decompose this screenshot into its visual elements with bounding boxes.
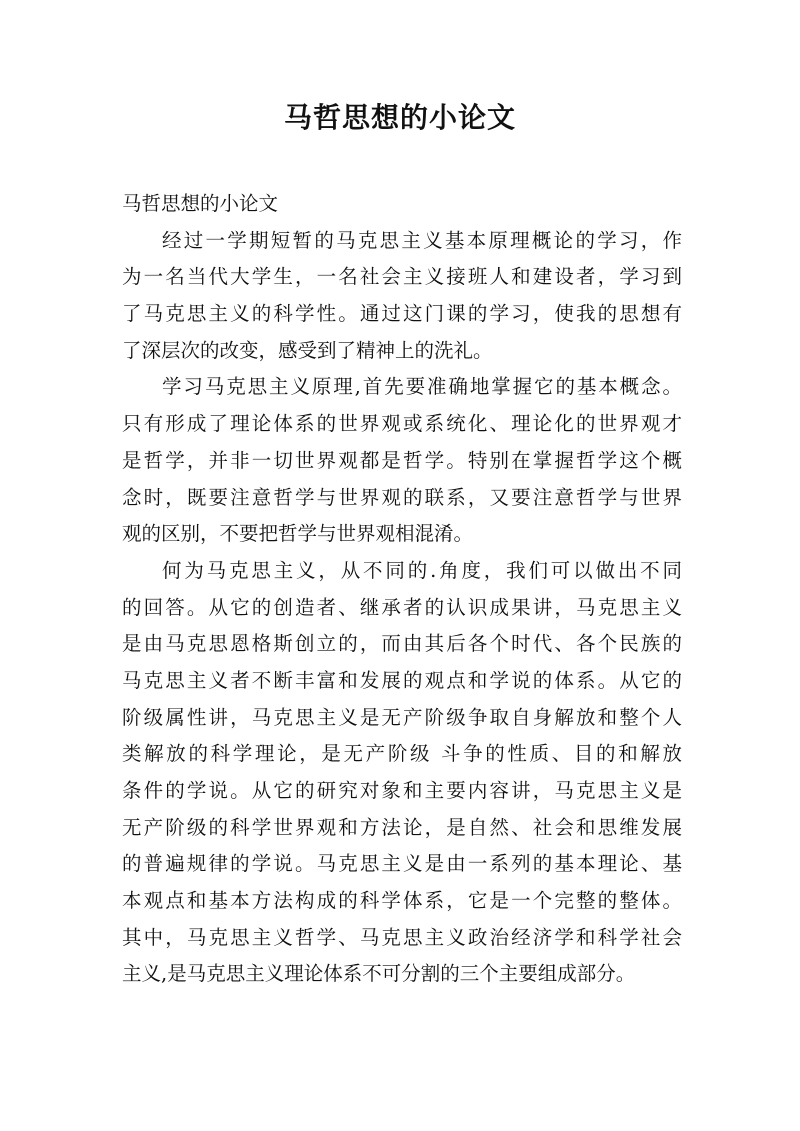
text-line: 是哲学，并非一切世界观都是哲学。特别在掌握哲学这个概: [122, 448, 682, 472]
document-body: [122, 186, 682, 993]
text-line: 只有形成了理论体系的世界观或系统化、理论化的世界观才: [122, 412, 682, 436]
text-line: 阶级属性讲，马克思主义是无产阶级争取自身解放和整个人: [122, 705, 682, 729]
text-line: 何为马克思主义，从不同的.角度，我们可以做出不同: [162, 558, 682, 582]
text-line: 了马克思主义的科学性。通过这门课的学习，使我的思想有: [122, 302, 682, 326]
text-line: 马克思主义者不断丰富和发展的观点和学说的体系。从它的: [122, 668, 682, 692]
text-line: 经过一学期短暂的马克思主义基本原理概论的学习，作: [162, 228, 682, 252]
text-line: 其中，马克思主义哲学、马克思主义政治经济学和科学社会: [122, 925, 682, 949]
text-line: 为一名当代大学生，一名社会主义接班人和建设者，学习到: [122, 265, 682, 289]
text-line: 观的区别，不要把哲学与世界观相混淆。: [122, 522, 474, 546]
text-line: 类解放的科学理论，是无产阶级 斗争的性质、目的和解放: [122, 742, 682, 766]
text-line: 本观点和基本方法构成的科学体系，它是一个完整的整体。: [122, 889, 682, 913]
text-line: 的普遍规律的学说。马克思主义是由一系列的基本理论、基: [122, 852, 682, 876]
text-line: 是由马克思恩格斯创立的，而由其后各个时代、各个民族的: [122, 632, 682, 656]
text-line: 条件的学说。从它的研究对象和主要内容讲，马克思主义是: [122, 779, 682, 802]
paragraph-3: [122, 553, 682, 993]
document-title: 马哲思想的小论文: [283, 101, 516, 134]
text-line: 主义,是马克思主义理论体系不可分割的三个主要组成部分。: [122, 962, 636, 986]
text-line: 无产阶级的科学世界观和方法论，是自然、社会和思维发展: [122, 815, 682, 839]
text-line: 念时，既要注意哲学与世界观的联系，又要注意哲学与世界: [122, 485, 682, 509]
text-line: 了深层次的改变，感受到了精神上的洗礼。: [122, 338, 493, 362]
document-subtitle: 马哲思想的小论文: [122, 192, 279, 215]
paragraph-1: [122, 223, 682, 370]
paragraph-2: [122, 369, 682, 552]
text-line: 学习马克思主义原理,首先要准确地掌握它的基本概念。: [162, 375, 682, 399]
text-line: 的回答。从它的创造者、继承者的认识成果讲，马克思主义: [122, 595, 682, 619]
